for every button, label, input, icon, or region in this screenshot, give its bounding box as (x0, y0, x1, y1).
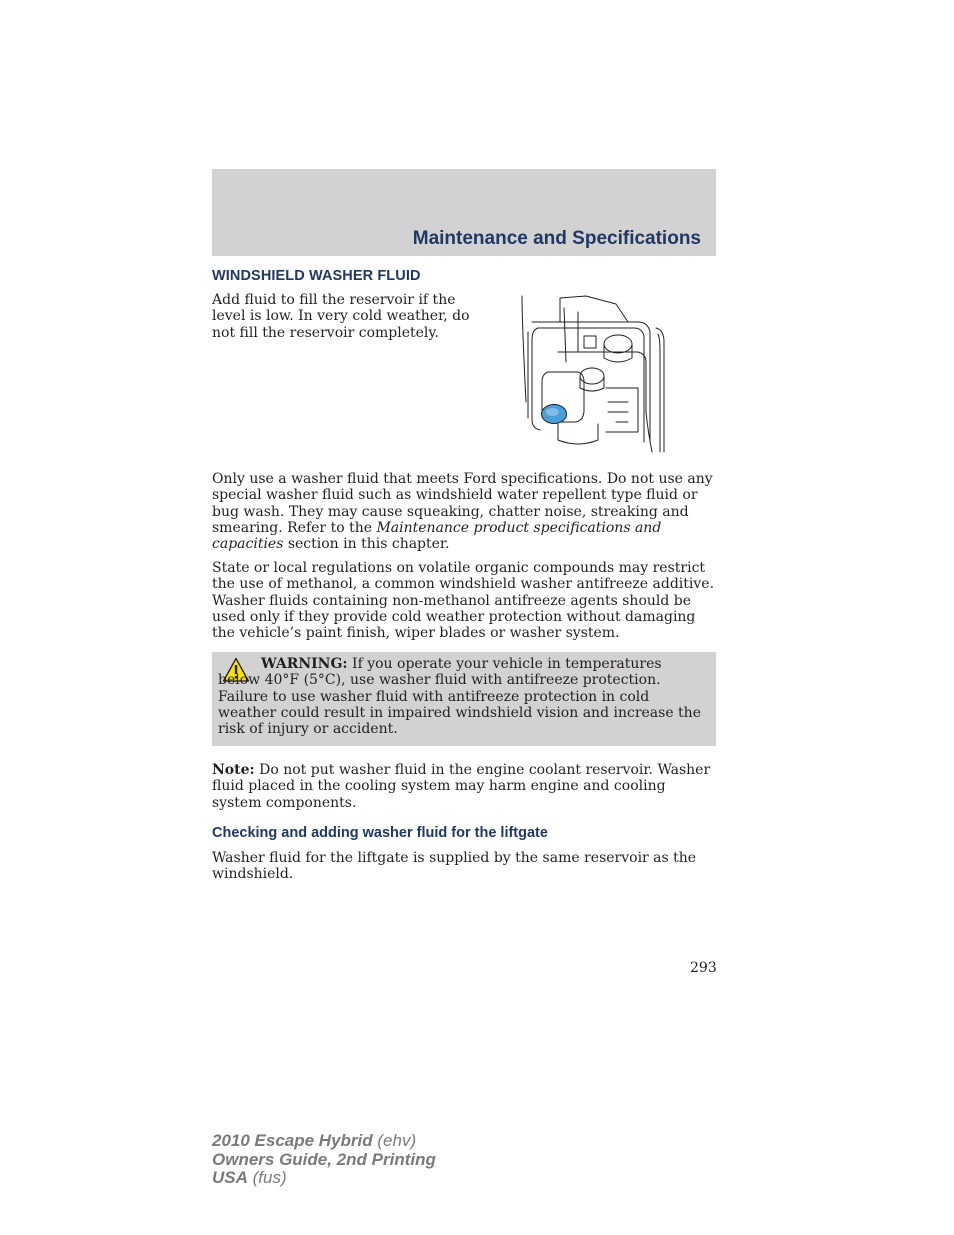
chapter-title: Maintenance and Specifications (412, 228, 701, 249)
chapter-header-band (212, 169, 716, 256)
document-footer (212, 1132, 436, 1188)
footer-line-1: 2010 Escape Hybrid (ehv) (212, 1131, 417, 1150)
note-label: Note: (212, 762, 255, 778)
regulations-paragraph: State or local regulations on volatile organic compounds may restrict the use of methanol, a common windshield washer antifreeze additive. Washer fluids containing non-methanol antifreeze agents should be used only if they provide cold weather protection without damaging the vehicle’s paint finish, wiper blades or washer system. (212, 560, 715, 642)
note-paragraph (212, 762, 716, 811)
spec-crossref: Maintenance product specifications and capacities (212, 519, 662, 553)
engine-compartment-illustration (518, 292, 668, 456)
subsection-heading: Checking and adding washer fluid for the liftgate (212, 825, 548, 841)
footer-line-3: USA (fus) (212, 1168, 287, 1187)
liftgate-paragraph: Washer fluid for the liftgate is supplied by the same reservoir as the windshield. (212, 850, 697, 883)
spec-text-2: section in this chapter. (283, 536, 450, 553)
section-heading: WINDSHIELD WASHER FLUID (212, 268, 421, 284)
page-number: 293 (690, 960, 717, 976)
warning-body: If you operate your vehicle in temperatures below 40°F (5°C), use washer fluid with antifreeze protection. Failure to use washer fluid with antifreeze protection in cold weather could result in impaired windshield vision and increase the risk of injury or accident. (218, 656, 701, 738)
footer-line-2: Owners Guide, 2nd Printing (212, 1149, 436, 1169)
intro-paragraph: Add fluid to fill the reservoir if the level is low. In very cold weather, do not fill the reservoir completely. (212, 292, 470, 341)
note-body: Do not put washer fluid in the engine coolant reservoir. Washer fluid placed in the cooling system may harm engine and cooling system components. (212, 762, 711, 811)
spec-text-1: Only use a washer fluid that meets Ford specifications. Do not use any special washer fluid such as windshield water repellent type fluid or bug wash. They may cause squeaking, chatter noise, streaking and smearing. Refer to the (212, 471, 713, 536)
washer-fluid-spec-paragraph (212, 471, 716, 552)
warning-box (212, 652, 716, 746)
warning-text (218, 656, 704, 737)
warning-label: WARNING: (261, 656, 348, 672)
